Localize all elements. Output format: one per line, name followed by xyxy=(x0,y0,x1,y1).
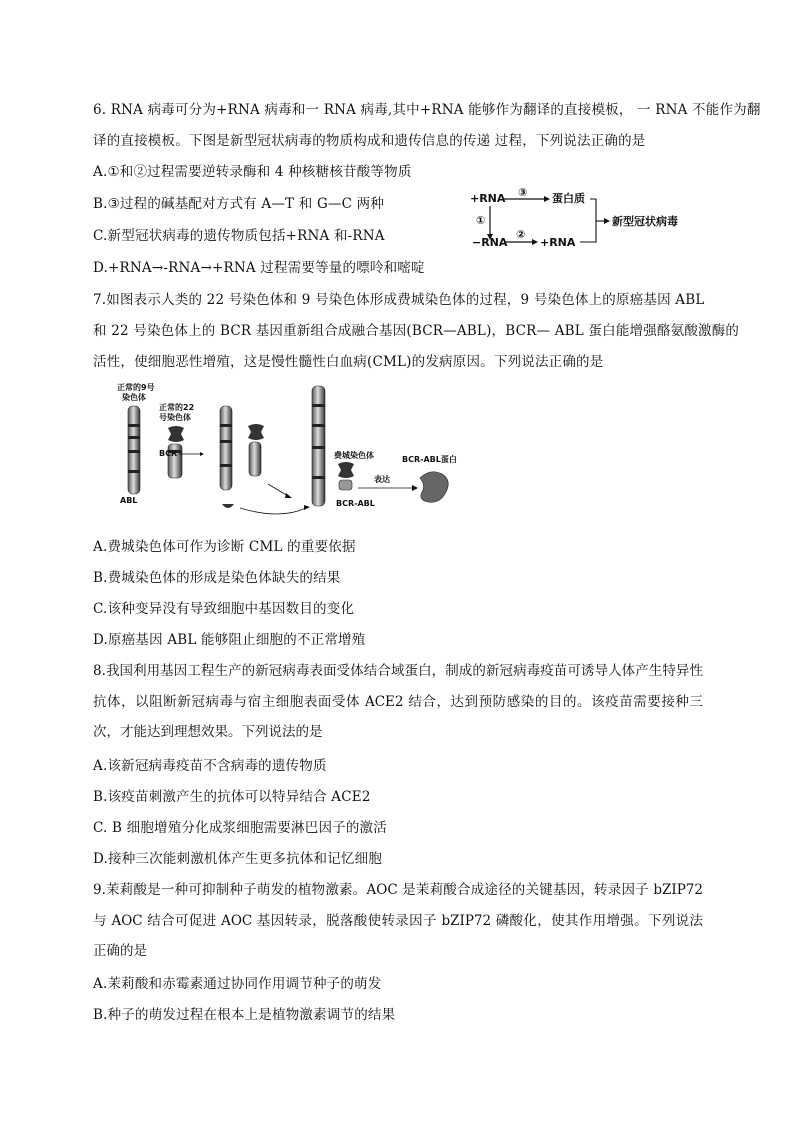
q6-option-a: A.①和②过程需要逆转录酶和 4 种核糖核苷酸等物质 xyxy=(93,164,412,180)
q7-stem-line-1: 7.如图表示人类的 22 号染色体和 9 号染色体形成费城染色体的过程，9 号染色体上的原癌基因 ABL xyxy=(93,292,705,308)
q7-option-b: B.费城染色体的形成是染色体缺失的结果 xyxy=(93,570,341,586)
q6-stem-line-1: 6. RNA 病毒可分为+RNA 病毒和一 RNA 病毒,其中+RNA 能够作为翻译的直接模板， 一 RNA 不能作为翻 xyxy=(93,102,761,118)
q8-option-a: A.该新冠病毒疫苗不含病毒的遗传物质 xyxy=(93,758,327,774)
q9-option-b: B.种子的萌发过程在根本上是植物激素调节的结果 xyxy=(93,1007,396,1023)
q7-option-a: A.费城染色体可作为诊断 CML 的重要依据 xyxy=(93,539,356,555)
diagram-step2: ② xyxy=(516,228,526,241)
q8-option-c: C. B 细胞增殖分化成浆细胞需要淋巴因子的激活 xyxy=(93,820,387,836)
q7-stem-line-3: 活性，使细胞恶性增殖，这是慢性髓性白血病(CML)的发病原因。下列说法正确的是 xyxy=(93,354,604,370)
bcr-abl-protein-label: BCR-ABL蛋白 xyxy=(402,455,457,464)
q8-option-b: B.该疫苗刺激产生的抗体可以特异结合 ACE2 xyxy=(93,789,371,805)
chr22-label-2: 号染色体 xyxy=(159,413,191,422)
q8-option-d: D.接种三次能刺激机体产生更多抗体和记忆细胞 xyxy=(93,851,383,867)
rna-replication-diagram xyxy=(468,186,718,258)
diagram-plus-rna-bottom: +RNA xyxy=(540,236,576,249)
q6-option-d: D.+RNA→-RNA→+RNA 过程需要等量的嘌呤和嘧啶 xyxy=(93,260,425,276)
chromosome-9-derived xyxy=(312,386,325,506)
chromosome-9-break xyxy=(220,406,234,508)
diagram-step3: ③ xyxy=(518,186,528,199)
q7-option-c: C.该种变异没有导致细胞中基因数目的变化 xyxy=(93,601,355,617)
philadelphia-label: 费城染色体 xyxy=(334,451,374,460)
chromosome-22-break xyxy=(248,424,264,476)
bcr-abl-gene-label: BCR-ABL xyxy=(336,499,375,508)
diagram-minus-rna: −RNA xyxy=(472,236,508,249)
abl-label: ABL xyxy=(120,496,138,505)
chr22-label-1: 正常的22 xyxy=(159,403,195,412)
q9-option-a: A.茉莉酸和赤霉素通过协同作用调节种子的萌发 xyxy=(93,976,382,992)
q9-stem: 9.茉莉酸是一种可抑制种子萌发的植物激素。AOC 是茉莉酸合成途径的关键基因，转录因子 bZIP72 与 AOC 结合可促进 AOC 基因转录，脱落酸使转录因子 bZIP72 磷酸化，使其作用增强。下列说法正确的是 xyxy=(93,882,703,959)
philadelphia-chromosome xyxy=(338,462,354,490)
q8-stem: 8.我国利用基因工程生产的新冠病毒表面受体结合域蛋白，制成的新冠病毒疫苗可诱导人体产生特异性抗体，以阻断新冠病毒与宿主细胞表面受体 ACE2 结合，达到预防感染的目的。该疫苗需要接种三次，才能达到理想效果。下列说法的是 xyxy=(93,663,703,740)
q7-stem-line-2: 和 22 号染色体上的 BCR 基因重新组合成融合基因(BCR—ABL)，BCR— ABL 蛋白能增强酪氨酸激酶的 xyxy=(93,323,740,339)
philadelphia-chromosome-figure xyxy=(112,380,462,520)
diagram-plus-rna-top: +RNA xyxy=(470,192,506,205)
diagram-protein: 蛋白质 xyxy=(552,192,585,205)
q6-option-c: C.新型冠状病毒的遗传物质包括+RNA 和-RNA xyxy=(93,228,385,244)
chromosome-9-normal xyxy=(128,406,140,494)
bcr-abl-protein-shape xyxy=(420,472,448,503)
q6-stem-line-2: 译的直接模板。下图是新型冠状病毒的物质构成和遗传信息的传递 过程，下列说法正确的是 xyxy=(93,133,646,149)
express-label: 表达 xyxy=(374,475,390,484)
q7-option-d: D.原癌基因 ABL 能够阻止细胞的不正常增殖 xyxy=(93,632,366,648)
q6-option-b: B.③过程的碱基配对方式有 A—T 和 G—C 两种 xyxy=(93,196,385,212)
diagram-step1: ① xyxy=(476,214,486,227)
bcr-label: BCR xyxy=(159,449,178,458)
diagram-virus: 新型冠状病毒 xyxy=(612,215,678,228)
chr9-label-1: 正常的9号 xyxy=(117,383,155,392)
chr9-label-2: 染色体 xyxy=(122,393,146,402)
